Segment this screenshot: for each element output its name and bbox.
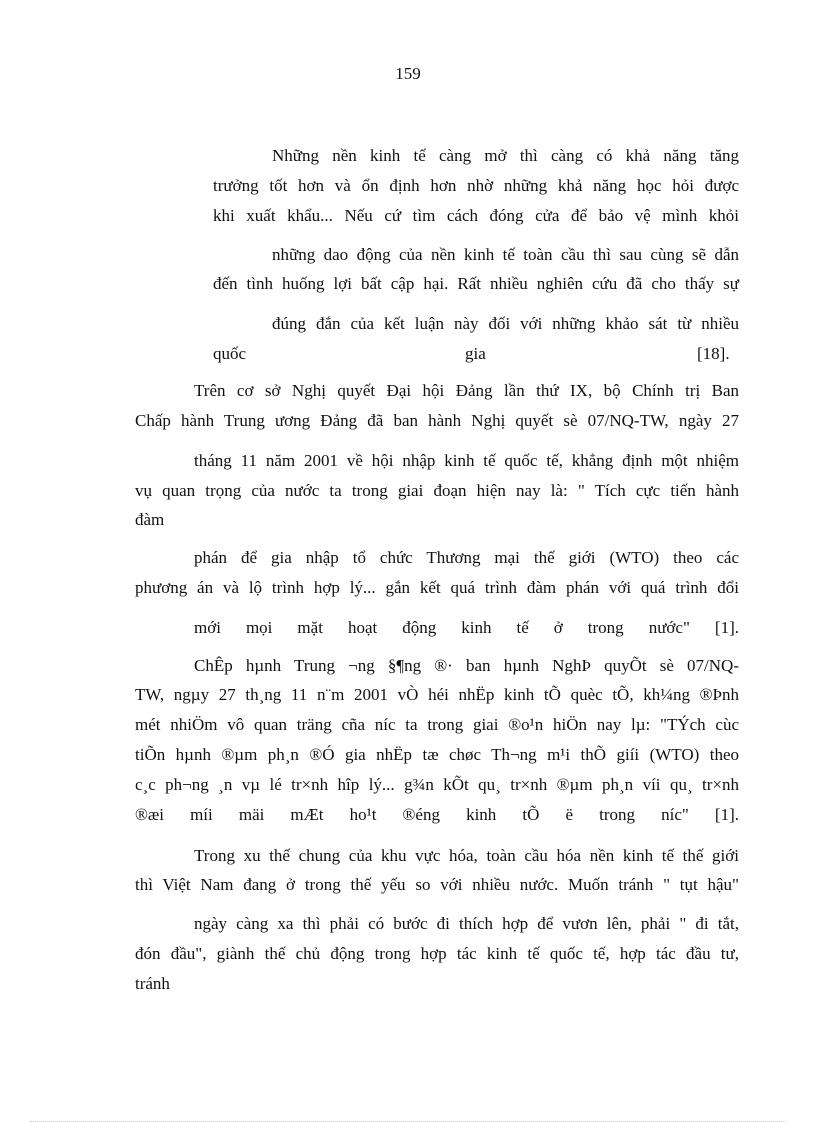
text-line: c¸c ph¬ng ¸n vµ lé tr×nh hîp lý... g¾n kÕt qu¸ tr×nh ®µm ph¸n víi qu¸ tr×nh [135,775,739,794]
text-line: đàm [135,510,165,529]
text-line: quốc [213,344,247,363]
text-line: mét nhiÖm vô quan träng cña níc ta trong giai ®o¹n hiÖn nay lµ: "TÝch cùc [135,715,739,734]
text-line: Những nền kinh tế càng mở thì càng có khả năng tăng [272,146,739,165]
text-line: TW, ngµy 27 th¸ng 11 n¨m 2001 vÒ héi nhËp kinh tÕ quèc tÕ, kh¼ng ®Þnh [135,685,739,704]
text-line: tháng 11 năm 2001 về hội nhập kinh tế quốc tế, khẳng định một nhiệm [194,451,739,470]
text-line: ChÊp hµnh Trung ¬ng §¶ng ®· ban hµnh NghÞ quyÕt sè 07/NQ- [194,656,739,675]
text-line: đón đầu", giành thế chủ động trong hợp tác kinh tế quốc tế, hợp tác đầu tư, [135,944,739,963]
text-line: đúng đắn của kết luận này đối với những khảo sát từ nhiều [272,314,739,333]
text-line: gia [465,344,486,363]
text-line: mới mọi mặt hoạt động kinh tế ở trong nước" [1]. [194,618,739,637]
text-line: thì Việt Nam đang ở trong thế yếu so với nhiều nước. Muốn tránh " tụt hậu" [135,875,739,894]
text-line: Trên cơ sở Nghị quyết Đại hội Đảng lần thứ IX, bộ Chính trị Ban [194,381,739,400]
text-line: vụ quan trọng của nước ta trong giai đoạn hiện nay là: " Tích cực tiến hành [135,481,739,500]
text-line: những dao động của nền kinh tế toàn cầu thì sau cùng sẽ dẫn [272,245,739,264]
page-bottom-divider [30,1121,786,1122]
text-line: khi xuất khẩu... Nếu cứ tìm cách đóng cửa để bảo vệ mình khỏi [213,206,739,225]
text-line: phương án và lộ trình hợp lý... gắn kết quá trình đàm phán với quá trình đổi [135,578,739,597]
text-line: tiÕn hµnh ®µm ph¸n ®Ó gia nhËp tæ chøc Th¬ng m¹i thÕ giíi (WTO) theo [135,745,739,764]
text-line: tránh [135,974,170,993]
text-line: ngày càng xa thì phải có bước đi thích hợp để vươn lên, phải " đi tắt, [194,914,739,933]
text-line: Trong xu thế chung của khu vực hóa, toàn cầu hóa nền kinh tế thế giới [194,846,739,865]
text-line: đến tình huống lợi bất cập hại. Rất nhiều nghiên cứu đã cho thấy sự [213,274,739,293]
text-line: ®æi míi mäi mÆt ho¹t ®éng kinh tÕ ë trong níc" [1]. [135,805,739,824]
text-line: Chấp hành Trung ương Đảng đã ban hành Nghị quyết sè 07/NQ-TW, ngày 27 [135,411,739,430]
text-line: phán để gia nhập tổ chức Thương mại thế giới (WTO) theo các [194,548,739,567]
citation: [18]. [697,344,730,363]
page-number: 159 [395,64,421,83]
text-line: trưởng tốt hơn và ổn định hơn nhờ những khả năng học hỏi được [213,176,739,195]
